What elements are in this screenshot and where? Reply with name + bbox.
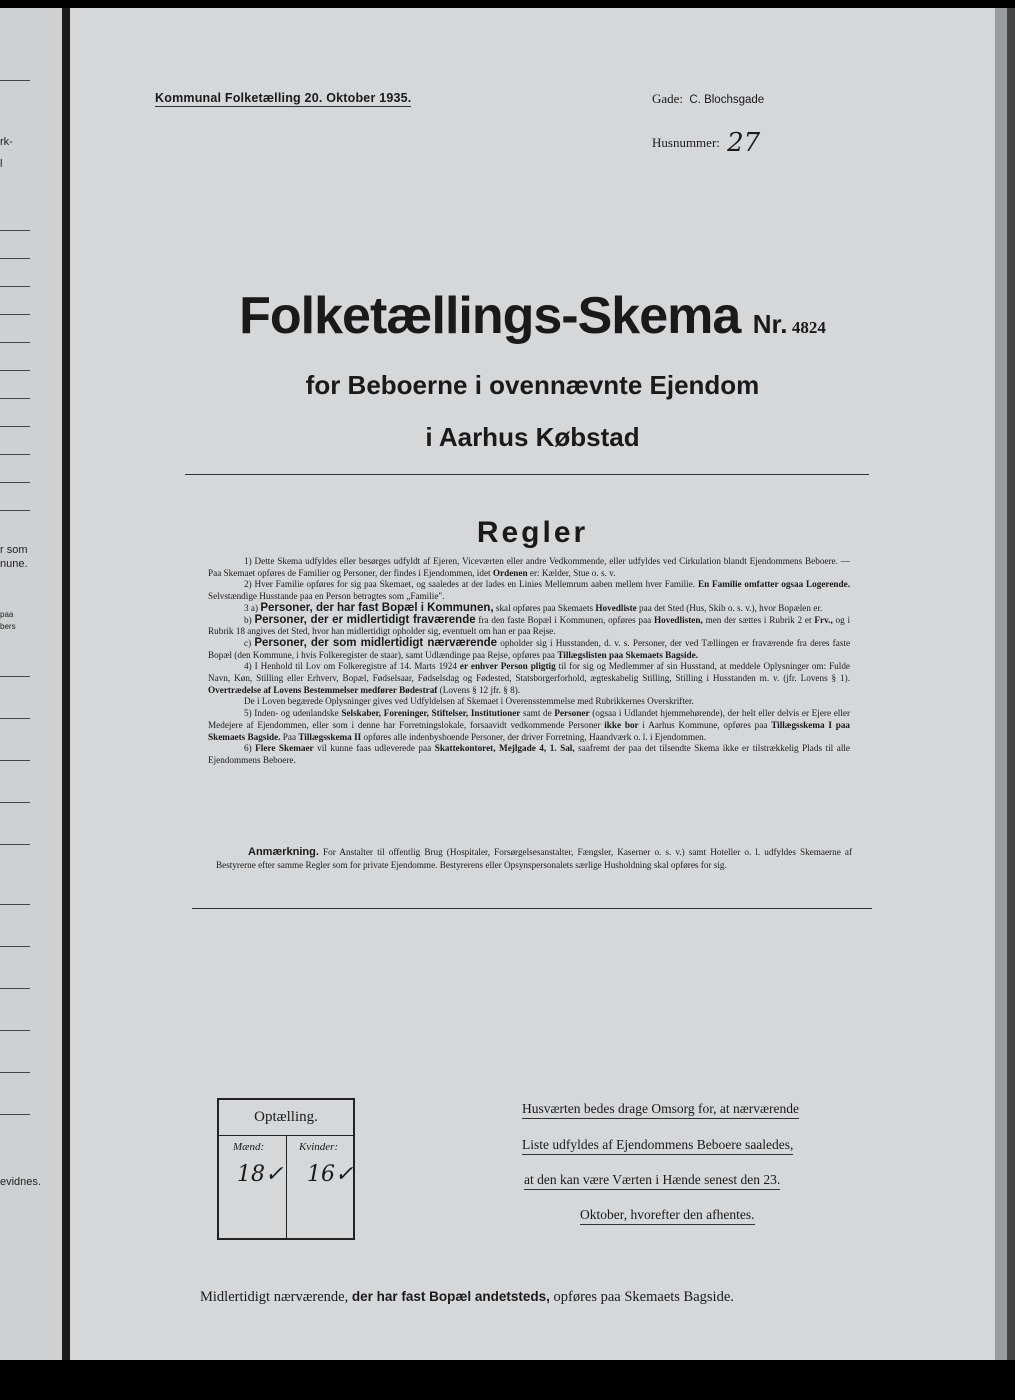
landlord-note-line: Oktober, hvorefter den afhentes. — [580, 1207, 755, 1225]
house-number-label: Husnummer: — [652, 135, 720, 150]
form-title-main: Folketællings-Skema — [239, 287, 741, 345]
left-rule — [0, 844, 30, 845]
rule-6: 6) Flere Skemaer vil kunne faas udleverede paa Skattekontoret, Mejlgade 4, 1. Sal, saafremt der paa det tilsendte Skema ikke er tilstrækkelig Plads til alle Ejendommens Beboere. — [208, 743, 851, 765]
left-rule — [0, 286, 30, 287]
count-box-title: Optælling. — [254, 1109, 318, 1125]
rule-1: 1) Dette Skema udfyldes eller besørges udfyldt af Ejeren, Viceværten eller andre Vedkommende, eller udfyldes ved Cirkulation blandt Ejendommens Beboere. — Paa Skemaet opføres de Familier og Personer, der findes i Ejendommen, idet Ordenen er: Kælder, Stue o. s. v. — [208, 556, 850, 578]
house-number-field — [652, 124, 761, 158]
left-rule — [0, 426, 30, 427]
left-fragment: bers — [0, 622, 16, 631]
left-rule — [0, 1072, 30, 1073]
left-fragment: nune. — [0, 558, 28, 570]
rule-4: 4) I Henhold til Lov om Folkeregistre af 14. Marts 1924 er enhver Person pligtig til for sig og Medlemmer af sin Husstand, at meddele Oplysninger om: Fulde Navn, Køn, Stilling eller Erhverv, Bopæl, Fødselsaar, Fødselsdag og Fødested, Statsborgerforhold, ægteskabelig Stilling, Stilling i Husstanden m. v. (jfr. Lovens § 1). Overtrædelse af Lovens Bestemmelser medfører Bødestraf (Lovens § 12 jfr. § 8). — [208, 661, 851, 695]
rule-5: 5) Inden- og udenlandske Selskaber, Foreninger, Stiftelser, Institutioner samt de Personer (ogsaa i Udlandet hjemmehørende), der helt eller delvis er Ejere eller Medejere af Ejendommen, eller som i denne har Forretningslokale, forsaavidt vedkommende Personer ikke bor i Aarhus Kommune, opføres paa Tillægsskema I paa Skemaets Bagside. Paa Tillægsskema II opføres alle indenbysboende Personer, der driver Forretning, Haandværk o. l. i Ejendommen. — [208, 708, 851, 742]
book-gutter — [62, 8, 70, 1360]
page-edge — [995, 8, 1007, 1360]
left-rule — [0, 314, 30, 315]
divider — [185, 474, 869, 475]
rule-3b: b) Personer, der er midlertidigt fraværende fra den faste Bopæl i Kommunen, opføres paa Hovedlisten, men der sættes i Rubrik 2 et Frv., og i Rubrik 18 angives det Sted, hvor han midlertidigt opholder sig, eventuelt om han er paa Rejse. — [208, 613, 851, 637]
left-rule — [0, 904, 30, 905]
page-edge-dark — [1007, 8, 1015, 1360]
left-rule — [0, 946, 30, 947]
left-rule — [0, 370, 30, 371]
left-rule — [0, 258, 30, 259]
divider — [192, 908, 872, 909]
left-rule — [0, 510, 30, 511]
left-fragment: r som — [0, 544, 28, 556]
men-label: Mænd: — [233, 1141, 265, 1153]
remark — [216, 846, 852, 872]
form-title — [70, 286, 995, 346]
census-form-page — [70, 8, 995, 1360]
rule-3c: c) Personer, der som midlertidigt nærværende opholder sig i Husstanden, d. v. s. Personer, der ved Tællingen er fraværende fra deres faste Bopæl (den Kommune, i hvis Folkeregister de staar), samt Udlændinge paa Rejse, opføres paa Tillægslisten paa Skemaets Bagside. — [208, 636, 851, 660]
checkmark-icon: ✓ — [335, 1162, 354, 1187]
left-fragment: paa — [0, 610, 14, 619]
left-fragment: rk- — [0, 136, 13, 148]
form-number-value: 4824 — [791, 318, 826, 337]
street-value: C. Blochsgade — [689, 94, 765, 106]
left-rule — [0, 1030, 30, 1031]
left-rule — [0, 398, 30, 399]
rule-2: 2) Hver Familie opføres for sig paa Skemaet, og saaledes at der lades en Linies Mellemrum aaben mellem hver Familie. En Familie omfatter ogsaa Logerende. Selvstændige Husstande paa en Person betragtes som „Familie". — [208, 579, 850, 602]
rule-3a: 3 a) Personer, der har fast Bopæl i Kommunen, skal opføres paa Skemaets Hovedliste paa det Sted (Hus, Skib o. s. v.), hvor Bopælen er. — [244, 601, 823, 614]
left-rule — [0, 988, 30, 989]
form-municipality: i Aarhus Købstad — [425, 422, 640, 452]
remark-heading: Anmærkning. — [248, 846, 319, 858]
street-label: Gade: — [652, 91, 684, 106]
left-rule — [0, 230, 30, 231]
left-fragment: l — [0, 158, 3, 170]
left-rule — [0, 80, 30, 81]
left-rule — [0, 482, 30, 483]
rules-heading: Regler — [476, 516, 589, 549]
landlord-note-line: at den kan være Værten i Hænde senest den 23. — [524, 1172, 780, 1190]
men-count: 18✓ — [237, 1162, 284, 1187]
left-page-edge — [0, 8, 64, 1360]
left-rule — [0, 718, 30, 719]
left-fragment: evidnes. — [0, 1176, 41, 1188]
checkmark-icon: ✓ — [265, 1162, 284, 1187]
landlord-note-line: Liste udfyldes af Ejendommens Beboere saaledes, — [522, 1137, 793, 1155]
form-number-label: Nr. — [752, 309, 788, 339]
rule-4-note: De i Loven begærede Oplysninger gives ved Udfyldelsen af Skemaet i Overensstemmelse med Rubrikkernes Overskrifter. — [244, 696, 694, 707]
street-field — [652, 91, 764, 107]
left-rule — [0, 760, 30, 761]
footer-note: Midlertidigt nærværende, der har fast Bopæl andetsteds, opføres paa Skemaets Bagside. — [200, 1289, 734, 1305]
landlord-note-line: Husværten bedes drage Omsorg for, at nærværende — [522, 1101, 799, 1119]
left-rule — [0, 342, 30, 343]
women-count: 16✓ — [307, 1162, 354, 1187]
form-subtitle: for Beboerne i ovennævnte Ejendom — [305, 370, 760, 400]
rules-text — [208, 556, 850, 767]
left-rule — [0, 454, 30, 455]
house-number-value: 27 — [727, 128, 761, 158]
left-rule — [0, 1114, 30, 1115]
count-box — [217, 1098, 355, 1240]
remark-text: For Anstalter til offentlig Brug (Hospitaler, Forsørgelsesanstalter, Fængsler, Kaserner o. s. v.) samt Hoteller o. l. udfyldes Skemaerne af Bestyrerne efter samme Regler som for private Ejendomme. Bestyrerens eller Opsynspersonalets særlige Husholdning skal opføres for sig. — [216, 847, 852, 870]
count-box-divider — [286, 1135, 287, 1240]
census-header: Kommunal Folketælling 20. Oktober 1935. — [155, 91, 412, 105]
left-rule — [0, 676, 30, 677]
left-rule — [0, 802, 30, 803]
women-label: Kvinder: — [299, 1141, 339, 1153]
